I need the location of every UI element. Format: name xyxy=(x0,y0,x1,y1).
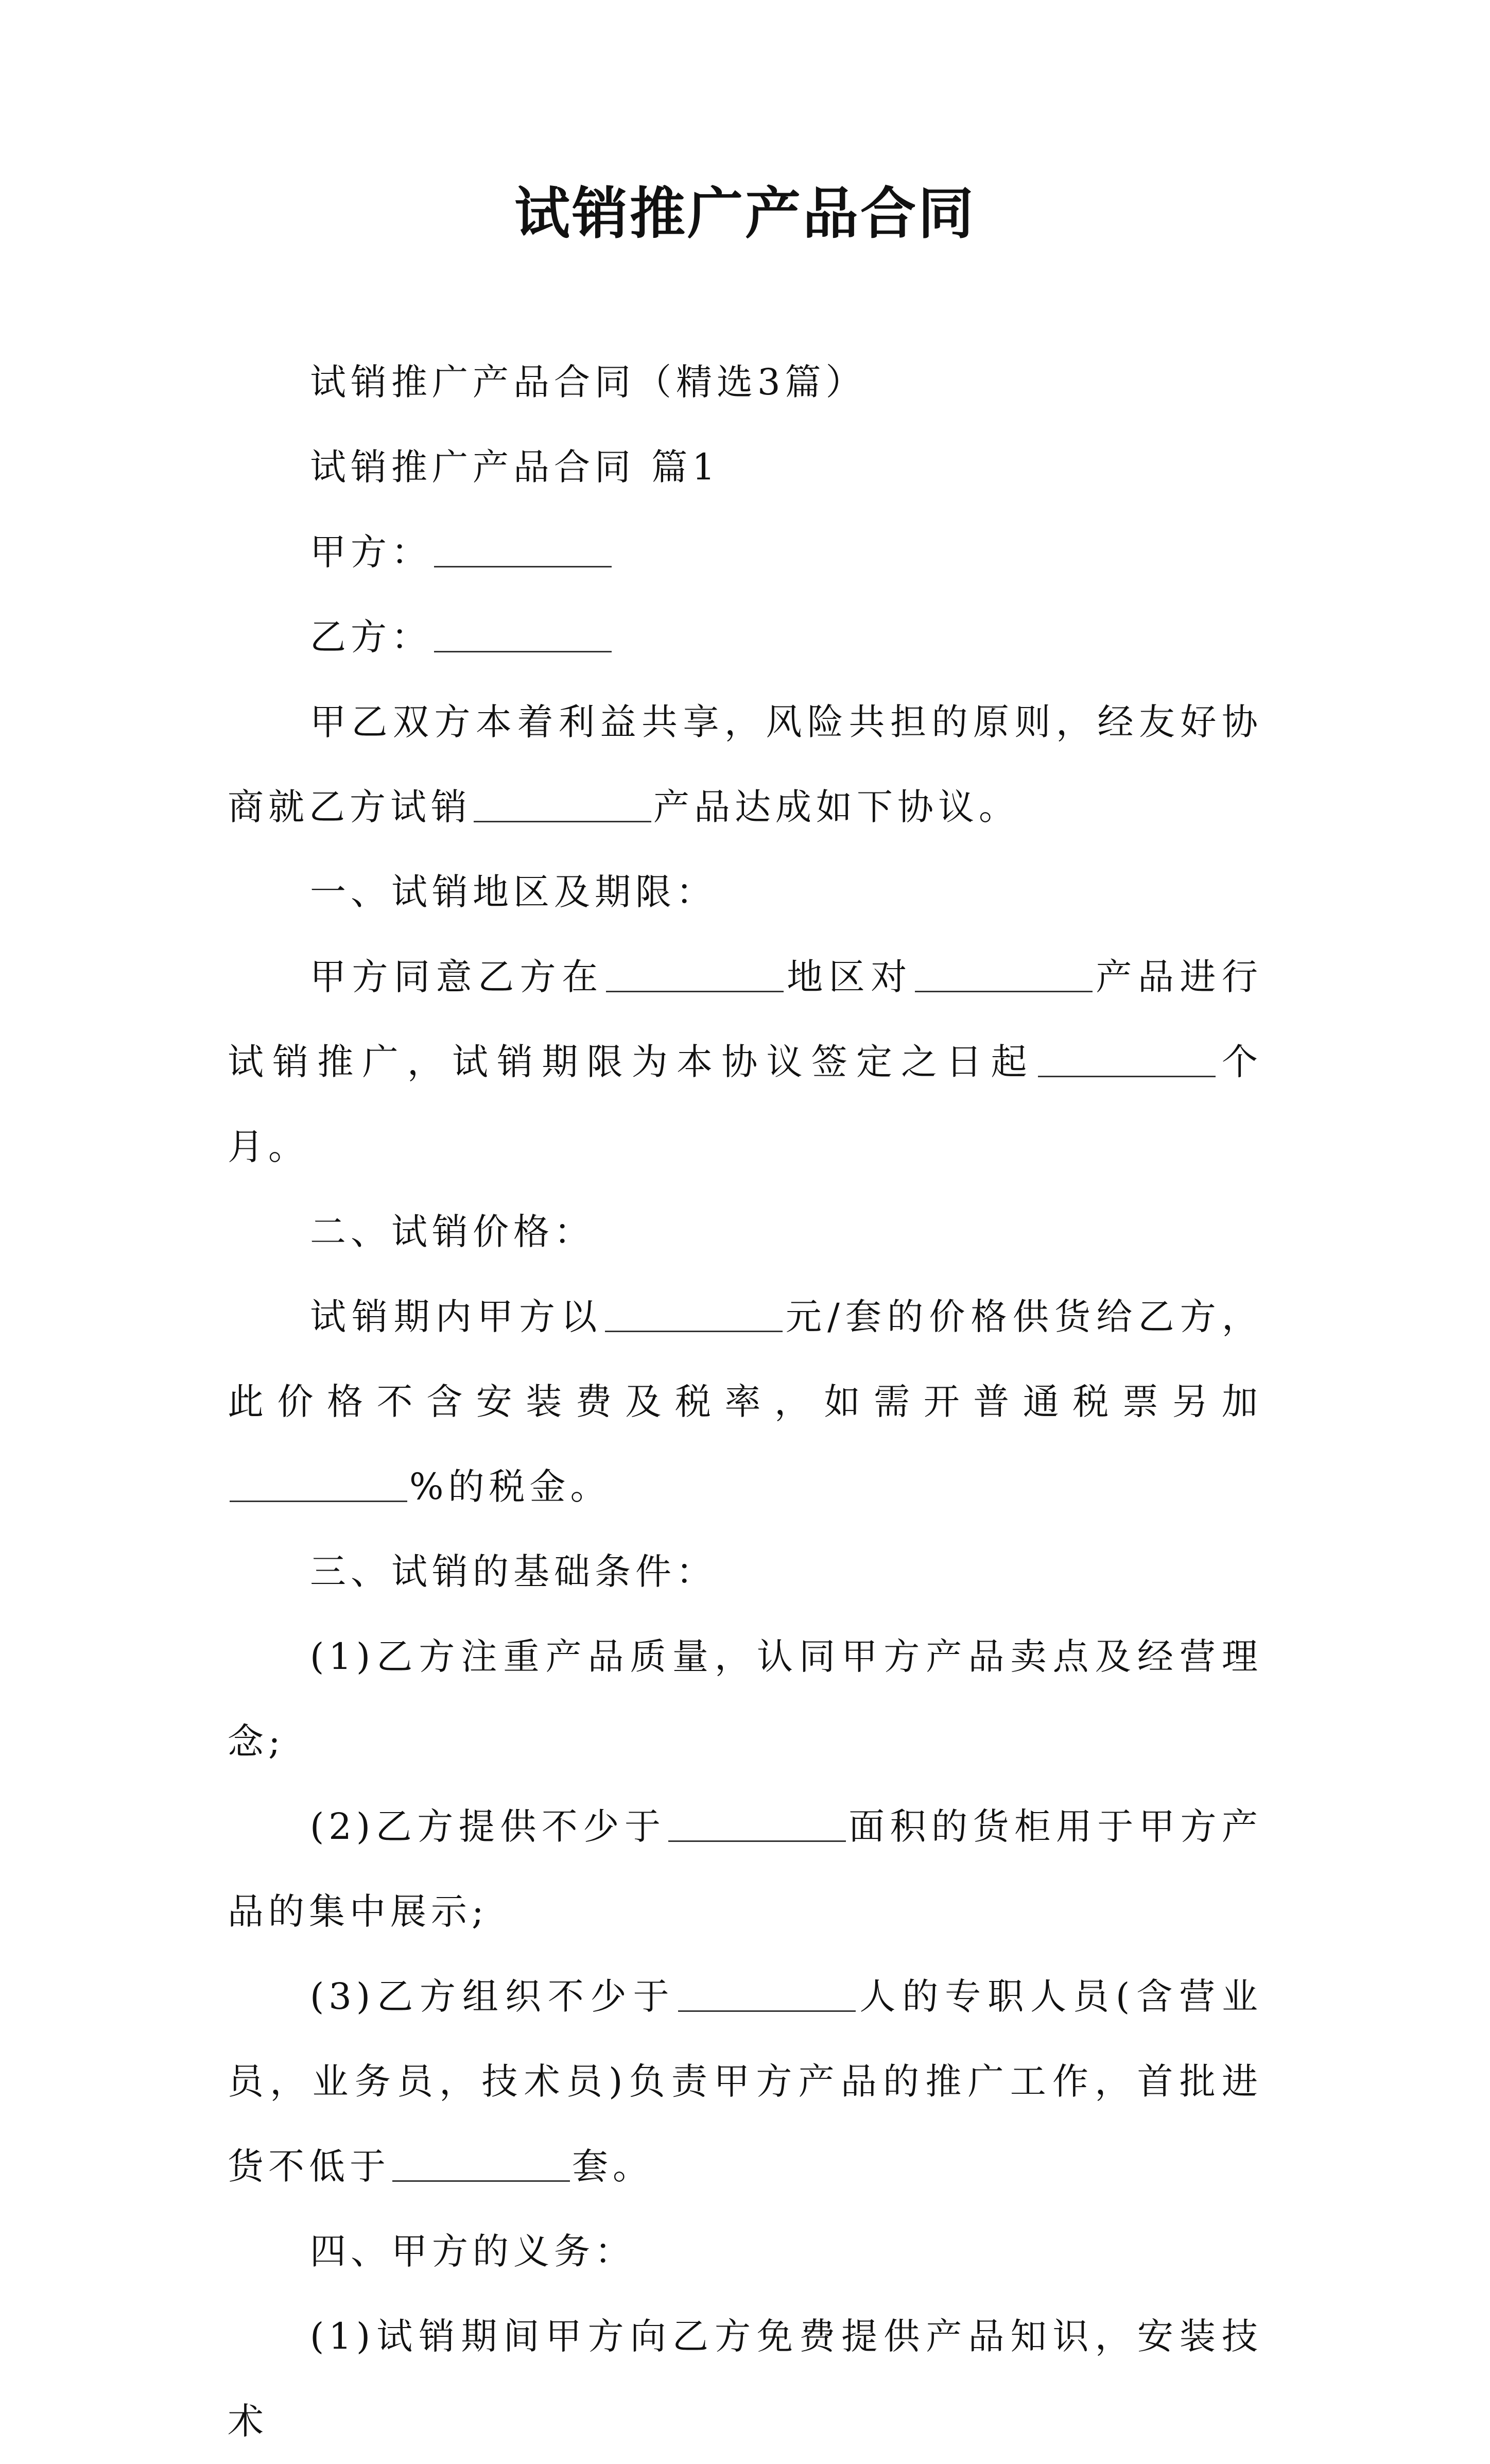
tax-rate-blank xyxy=(230,1464,407,1502)
section3-heading: 三、试销的基础条件： xyxy=(310,1550,717,1593)
party-b-line: 乙方： xyxy=(228,595,1262,680)
first-order-blank xyxy=(392,2144,570,2182)
section1-paragraph: 甲方同意乙方在 地区对 产品进行试销推广，试销期限为本协议签定之日起 个月。 xyxy=(228,956,1263,1168)
intro-paragraph: 甲乙双方本着利益共享，风险共担的原则，经友好协商就乙方试销 产品达成如下协议。 xyxy=(228,701,1262,828)
section4-item1: (1)试销期间甲方向乙方免费提供产品知识，安装技术 xyxy=(228,2315,1262,2442)
staff-count-blank xyxy=(678,1974,856,2012)
section3-item2: (2)乙方提供不少于 面积的货柜用于甲方产品的集中展示; xyxy=(228,1805,1262,1933)
part-heading: 试销推广产品合同 篇1 xyxy=(310,446,720,488)
region-blank xyxy=(606,955,784,992)
section1-heading: 一、试销地区及期限： xyxy=(310,871,717,913)
party-a-blank xyxy=(434,530,612,567)
party-a-line: 甲方： xyxy=(228,510,1262,595)
section2-heading: 二、试销价格： xyxy=(310,1211,595,1253)
product-name-blank xyxy=(474,785,651,822)
document-title: 试销推广产品合同 xyxy=(514,181,976,246)
subtitle: 试销推广产品合同（精选3篇） xyxy=(310,361,867,403)
trial-product-blank xyxy=(915,955,1093,992)
price-blank xyxy=(605,1295,783,1332)
party-b-blank xyxy=(434,615,612,652)
section2-paragraph: 试销期内甲方以 元/套的价格供货给乙方，此价格不含安装费及税率，如需开普通税票另加%的税金。 xyxy=(228,1296,1262,1508)
section3-item3: (3)乙方组织不少于 人的专职人员(含营业员，业务员，技术员)负责甲方产品的推广工作，首批进货不低于 套。 xyxy=(228,1975,1263,2187)
document-body xyxy=(228,340,1262,2464)
months-blank xyxy=(1038,1040,1216,1077)
section3-item1: (1)乙方注重产品质量，认同甲方产品卖点及经营理念; xyxy=(228,1635,1262,1763)
section4-heading: 四、甲方的义务： xyxy=(310,2230,635,2272)
counter-area-blank xyxy=(668,1804,846,1842)
